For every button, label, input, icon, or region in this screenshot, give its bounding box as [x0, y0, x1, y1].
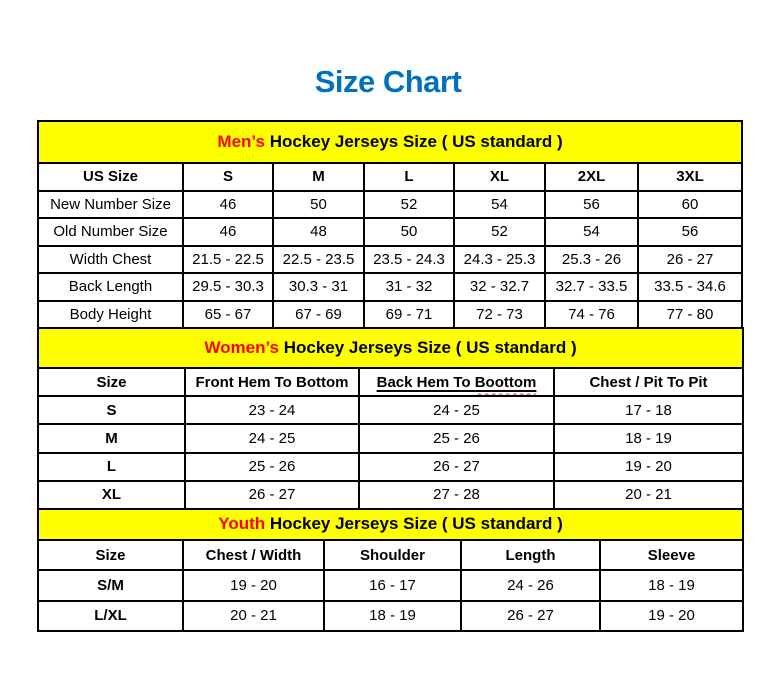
table-row: [38, 481, 743, 509]
youth-table: [37, 508, 744, 632]
value-cell: 48: [273, 218, 364, 246]
value-cell: 26 - 27: [461, 601, 600, 631]
youth-band-row: [38, 509, 743, 540]
row-label: Back Length: [38, 273, 183, 301]
mens-band-row: [38, 121, 742, 163]
value-cell: 26 - 27: [638, 246, 742, 274]
womens-band-row: [38, 328, 743, 368]
value-cell: 26 - 27: [185, 481, 359, 509]
column-header: Chest / Width: [183, 540, 324, 570]
value-cell: 46: [183, 218, 273, 246]
youth-header-row: [38, 540, 743, 570]
column-header: Length: [461, 540, 600, 570]
value-cell: 30.3 - 31: [273, 273, 364, 301]
column-header: XL: [454, 163, 545, 191]
value-cell: 19 - 20: [600, 601, 743, 631]
value-cell: 69 - 71: [364, 301, 454, 329]
column-header: US Size: [38, 163, 183, 191]
value-cell: 24.3 - 25.3: [454, 246, 545, 274]
table-row: [38, 601, 743, 631]
mens-section-title: Men’s Hockey Jerseys Size ( US standard ): [38, 121, 742, 163]
value-cell: 24 - 25: [359, 396, 554, 424]
womens-header-row: [38, 368, 743, 396]
row-label: Old Number Size: [38, 218, 183, 246]
table-row: [38, 453, 743, 481]
value-cell: 77 - 80: [638, 301, 742, 329]
value-cell: 17 - 18: [554, 396, 743, 424]
value-cell: 21.5 - 22.5: [183, 246, 273, 274]
value-cell: 54: [545, 218, 638, 246]
table-row: [38, 191, 742, 219]
value-cell: 32 - 32.7: [454, 273, 545, 301]
table-row: [38, 570, 743, 600]
value-cell: 25.3 - 26: [545, 246, 638, 274]
mens-table: [37, 120, 743, 329]
underlined-header-text: Back Hem To Boottom: [376, 373, 537, 391]
value-cell: 54: [454, 191, 545, 219]
value-cell: 72 - 73: [454, 301, 545, 329]
value-cell: 23 - 24: [185, 396, 359, 424]
youth-band-highlight: Youth: [218, 514, 266, 534]
value-cell: 18 - 19: [600, 570, 743, 600]
page-title: Size Chart: [314, 64, 462, 99]
row-label: M: [38, 424, 185, 452]
value-cell: 52: [454, 218, 545, 246]
value-cell: 31 - 32: [364, 273, 454, 301]
value-cell: 25 - 26: [185, 453, 359, 481]
column-header: Sleeve: [600, 540, 743, 570]
column-header: M: [273, 163, 364, 191]
mens-band-highlight: Men’s: [217, 132, 265, 151]
value-cell: 19 - 20: [554, 453, 743, 481]
row-label: S: [38, 396, 185, 424]
table-row: [38, 301, 742, 329]
value-cell: 18 - 19: [324, 601, 461, 631]
row-label: XL: [38, 481, 185, 509]
value-cell: 52: [364, 191, 454, 219]
table-row: [38, 396, 743, 424]
column-header: L: [364, 163, 454, 191]
value-cell: 20 - 21: [554, 481, 743, 509]
womens-band-highlight: Women’s: [204, 338, 279, 357]
row-label: New Number Size: [38, 191, 183, 219]
value-cell: 20 - 21: [183, 601, 324, 631]
value-cell: 67 - 69: [273, 301, 364, 329]
row-label: L: [38, 453, 185, 481]
mens-header-row: [38, 163, 742, 191]
value-cell: 18 - 19: [554, 424, 743, 452]
table-row: [38, 424, 743, 452]
value-cell: 25 - 26: [359, 424, 554, 452]
column-header: S: [183, 163, 273, 191]
value-cell: 56: [638, 218, 742, 246]
column-header: 2XL: [545, 163, 638, 191]
column-header: Front Hem To Bottom: [185, 368, 359, 396]
table-row: [38, 246, 742, 274]
value-cell: 50: [273, 191, 364, 219]
column-header: Chest / Pit To Pit: [554, 368, 743, 396]
value-cell: 22.5 - 23.5: [273, 246, 364, 274]
value-cell: 60: [638, 191, 742, 219]
row-label: Body Height: [38, 301, 183, 329]
column-header: 3XL: [638, 163, 742, 191]
value-cell: 26 - 27: [359, 453, 554, 481]
value-cell: 24 - 25: [185, 424, 359, 452]
column-header: Size: [38, 540, 183, 570]
value-cell: 50: [364, 218, 454, 246]
row-label: L/XL: [38, 601, 183, 631]
spellcheck-squiggle-text: Boottom: [474, 373, 537, 391]
value-cell: 29.5 - 30.3: [183, 273, 273, 301]
value-cell: 56: [545, 191, 638, 219]
table-row: [38, 273, 742, 301]
row-label: S/M: [38, 570, 183, 600]
column-header: Size: [38, 368, 185, 396]
value-cell: 33.5 - 34.6: [638, 273, 742, 301]
value-cell: 27 - 28: [359, 481, 554, 509]
value-cell: 24 - 26: [461, 570, 600, 600]
row-label: Width Chest: [38, 246, 183, 274]
value-cell: 19 - 20: [183, 570, 324, 600]
value-cell: 46: [183, 191, 273, 219]
value-cell: 16 - 17: [324, 570, 461, 600]
table-row: [38, 218, 742, 246]
youth-section-title: Youth Hockey Jerseys Size ( US standard ): [38, 509, 743, 540]
column-header: [359, 368, 554, 396]
womens-table: [37, 327, 744, 510]
value-cell: 32.7 - 33.5: [545, 273, 638, 301]
column-header: Shoulder: [324, 540, 461, 570]
value-cell: 65 - 67: [183, 301, 273, 329]
value-cell: 74 - 76: [545, 301, 638, 329]
womens-section-title: Women’s Hockey Jerseys Size ( US standard ): [38, 328, 743, 368]
value-cell: 23.5 - 24.3: [364, 246, 454, 274]
size-chart-tables: [37, 120, 742, 632]
